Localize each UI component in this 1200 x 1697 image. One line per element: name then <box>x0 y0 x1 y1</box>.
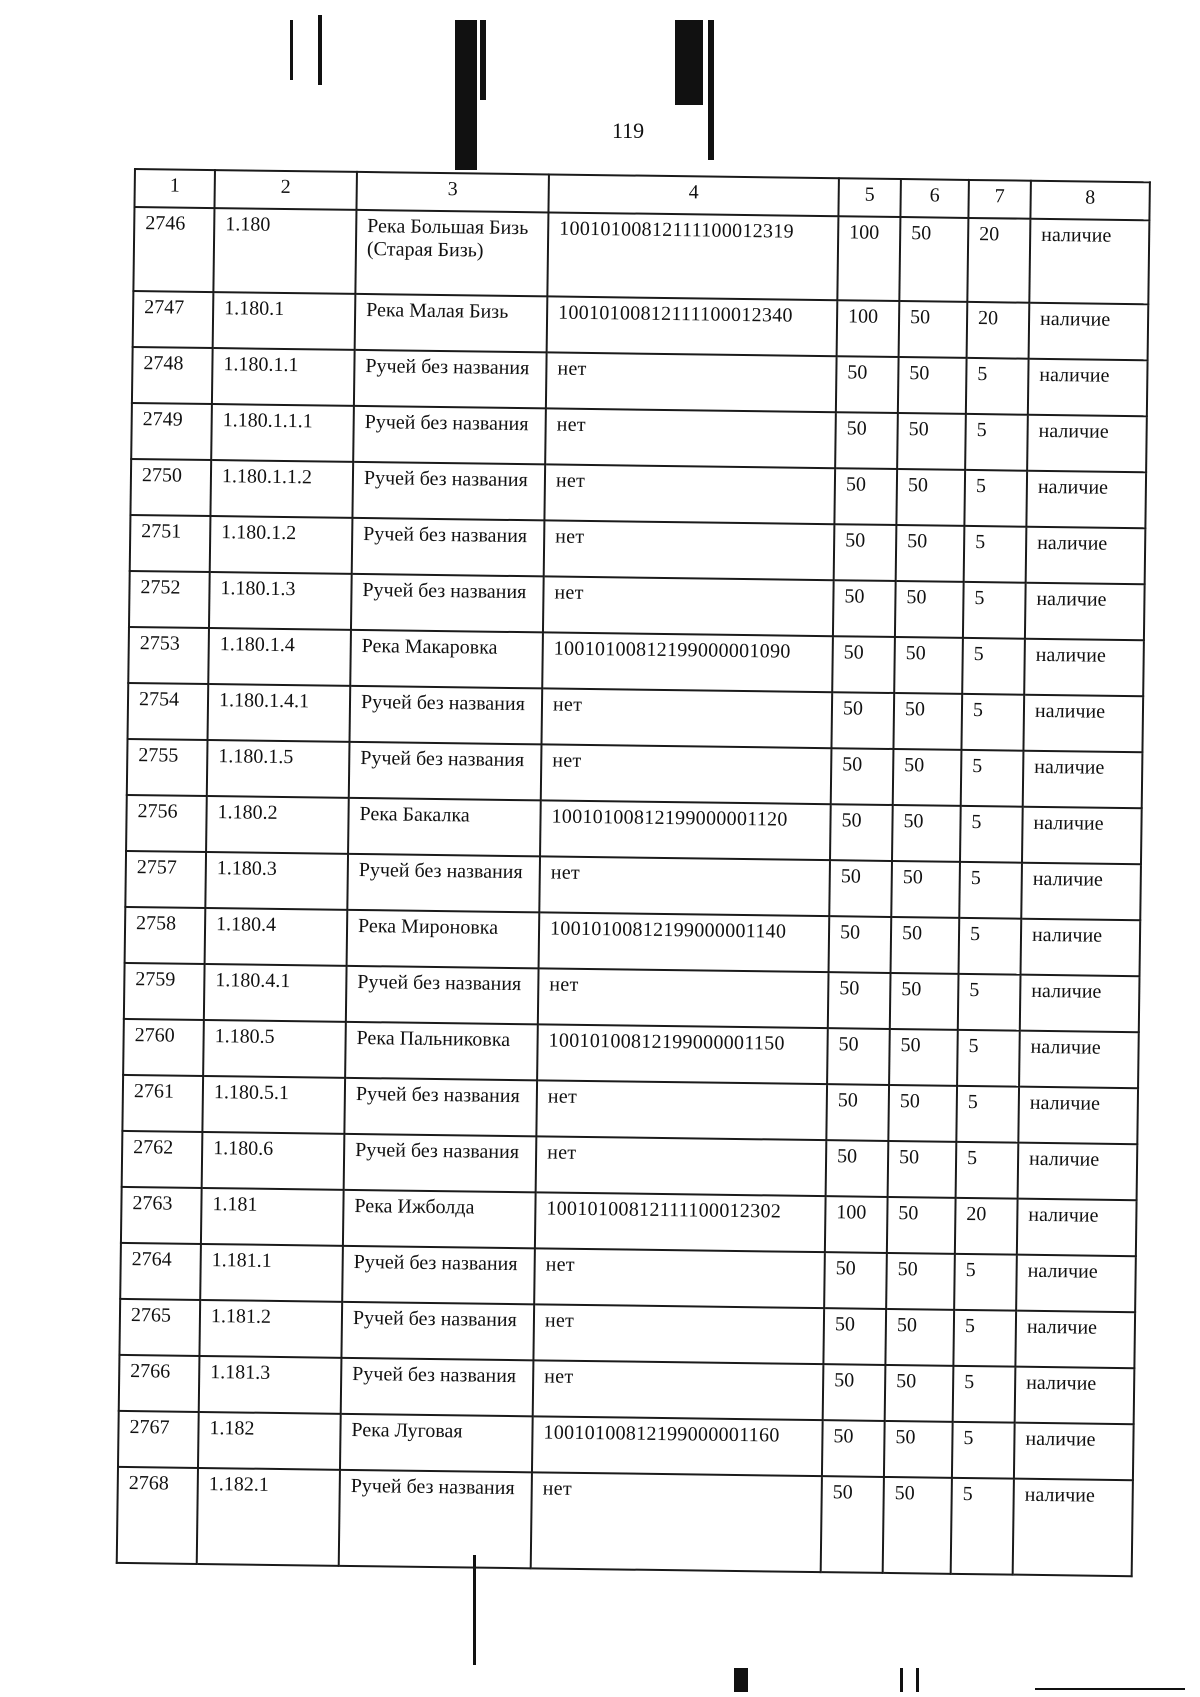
value-col7-cell: 5 <box>959 918 1022 975</box>
status-cell: наличие <box>1018 1087 1138 1145</box>
row-number-cell: 2749 <box>131 403 212 460</box>
row-number-cell: 2767 <box>118 1411 199 1468</box>
value-col7-cell: 5 <box>965 414 1028 471</box>
scan-artifact-top <box>455 20 477 170</box>
value-col6-cell: 50 <box>896 469 965 526</box>
value-col6-cell: 50 <box>889 1029 958 1086</box>
object-name-cell: Ручей без названия <box>341 1302 534 1361</box>
value-col5-cell: 50 <box>829 860 892 917</box>
status-cell: наличие <box>1016 1255 1136 1313</box>
table-row <box>133 207 1149 304</box>
status-cell: наличие <box>1017 1199 1137 1257</box>
object-name-cell: Река Луговая <box>340 1414 533 1473</box>
object-name-cell: Ручей без названия <box>346 966 539 1025</box>
value-col6-cell: 50 <box>897 413 966 470</box>
registry-code-cell: 10010100812199000001160 <box>532 1416 823 1476</box>
registry-code-cell: нет <box>544 520 835 580</box>
registry-code-cell: нет <box>536 1080 827 1140</box>
object-name-cell: Ручей без названия <box>350 686 543 745</box>
row-number-cell: 2746 <box>133 207 214 292</box>
value-col6-cell: 50 <box>894 637 963 694</box>
object-code-cell: 1.180.6 <box>202 1132 345 1190</box>
value-col6-cell: 50 <box>887 1197 956 1254</box>
column-header: 8 <box>1030 181 1149 221</box>
value-col6-cell: 50 <box>888 1141 957 1198</box>
value-col6-cell: 50 <box>892 805 961 862</box>
table-body <box>117 207 1150 1576</box>
status-cell: наличие <box>1023 751 1143 809</box>
value-col5-cell: 50 <box>830 804 893 861</box>
row-number-cell: 2751 <box>130 515 211 572</box>
registry-code-cell: нет <box>533 1360 824 1420</box>
registry-code-cell: нет <box>534 1248 825 1308</box>
value-col6-cell: 50 <box>885 1309 954 1366</box>
table-row <box>117 1467 1133 1576</box>
value-col6-cell: 50 <box>888 1085 957 1142</box>
status-cell: наличие <box>1023 695 1143 753</box>
scan-artifact-bottom <box>734 1668 748 1692</box>
object-name-cell: Река Мироновка <box>347 910 540 969</box>
value-col5-cell: 50 <box>836 356 899 413</box>
row-number-cell: 2747 <box>133 291 214 348</box>
value-col6-cell: 50 <box>885 1365 954 1422</box>
object-code-cell: 1.180.1.4.1 <box>208 684 351 742</box>
status-cell: наличие <box>1018 1143 1138 1201</box>
value-col6-cell: 50 <box>898 357 967 414</box>
scan-artifact-top <box>480 20 486 100</box>
value-col5-cell: 50 <box>833 580 896 637</box>
value-col5-cell: 50 <box>831 748 894 805</box>
object-name-cell: Ручей без названия <box>352 518 545 577</box>
scan-artifact-top <box>708 20 714 160</box>
registry-code-cell: 10010100812111100012302 <box>535 1192 826 1252</box>
value-col6-cell: 50 <box>893 693 962 750</box>
scan-artifact-bottom <box>900 1668 903 1692</box>
object-code-cell: 1.180.1.1.2 <box>210 460 353 518</box>
object-code-cell: 1.182.1 <box>197 1468 340 1566</box>
object-name-cell: Ручей без названия <box>351 574 544 633</box>
row-number-cell: 2761 <box>122 1075 203 1132</box>
value-col5-cell: 50 <box>828 972 891 1029</box>
row-number-cell: 2750 <box>130 459 211 516</box>
object-code-cell: 1.180.5 <box>203 1020 346 1078</box>
object-name-cell: Ручей без названия <box>341 1358 534 1417</box>
scan-artifact-top <box>290 20 293 80</box>
object-code-cell: 1.180.3 <box>205 852 348 910</box>
value-col5-cell: 100 <box>825 1196 888 1253</box>
object-name-cell: Река Пальниковка <box>345 1022 538 1081</box>
object-name-cell: Река Малая Бизь <box>355 294 548 353</box>
registry-code-cell: 10010100812199000001090 <box>542 632 833 692</box>
status-cell: наличие <box>1013 1479 1133 1577</box>
status-cell: наличие <box>1015 1311 1135 1369</box>
value-col7-cell: 5 <box>961 694 1024 751</box>
value-col5-cell: 50 <box>834 468 897 525</box>
value-col5-cell: 50 <box>831 692 894 749</box>
status-cell: наличие <box>1026 527 1146 585</box>
scan-artifact-bottom <box>473 1555 476 1665</box>
registry-code-cell: нет <box>541 688 832 748</box>
registry-code-cell: нет <box>546 352 837 412</box>
object-code-cell: 1.180.4.1 <box>204 964 347 1022</box>
object-name-cell: Река Бакалка <box>348 798 541 857</box>
row-number-cell: 2748 <box>132 347 213 404</box>
object-code-cell: 1.180.1.4 <box>208 628 351 686</box>
value-col7-cell: 5 <box>956 1086 1019 1143</box>
row-number-cell: 2754 <box>128 683 209 740</box>
value-col6-cell: 50 <box>899 301 968 358</box>
value-col5-cell: 50 <box>827 1028 890 1085</box>
status-cell: наличие <box>1027 415 1147 473</box>
object-name-cell: Ручей без названия <box>344 1078 537 1137</box>
value-col7-cell: 5 <box>960 806 1023 863</box>
value-col7-cell: 5 <box>961 750 1024 807</box>
registry-code-cell: нет <box>531 1472 822 1572</box>
value-col6-cell: 50 <box>891 861 960 918</box>
value-col7-cell: 5 <box>954 1254 1017 1311</box>
value-col6-cell: 50 <box>886 1253 955 1310</box>
status-cell: наличие <box>1015 1367 1135 1425</box>
value-col5-cell: 50 <box>824 1252 887 1309</box>
value-col5-cell: 50 <box>821 1476 884 1573</box>
object-code-cell: 1.180 <box>213 208 356 294</box>
value-col5-cell: 50 <box>826 1084 889 1141</box>
value-col5-cell: 50 <box>823 1308 886 1365</box>
value-col5-cell: 50 <box>822 1420 885 1477</box>
registry-code-cell: нет <box>538 968 829 1028</box>
status-cell: наличие <box>1029 219 1149 305</box>
registry-code-cell: нет <box>545 408 836 468</box>
object-name-cell: Ручей без названия <box>339 1470 532 1569</box>
object-name-cell: Ручей без названия <box>353 406 546 465</box>
row-number-cell: 2763 <box>121 1187 202 1244</box>
status-cell: наличие <box>1014 1423 1134 1481</box>
value-col7-cell: 5 <box>951 1478 1014 1575</box>
row-number-cell: 2768 <box>117 1467 198 1564</box>
object-code-cell: 1.180.1.1 <box>212 348 355 406</box>
status-cell: наличие <box>1029 303 1149 361</box>
registry-code-cell: нет <box>541 744 832 804</box>
object-code-cell: 1.182 <box>198 1412 341 1470</box>
status-cell: наличие <box>1021 863 1141 921</box>
registry-code-cell: нет <box>543 576 834 636</box>
object-name-cell: Река Ижболда <box>343 1190 536 1249</box>
column-header: 4 <box>548 174 838 216</box>
row-number-cell: 2753 <box>128 627 209 684</box>
status-cell: наличие <box>1025 583 1145 641</box>
row-number-cell: 2764 <box>120 1243 201 1300</box>
scan-artifact-bottom <box>916 1668 919 1692</box>
object-code-cell: 1.180.4 <box>205 908 348 966</box>
value-col7-cell: 5 <box>959 862 1022 919</box>
registry-code-cell: нет <box>536 1136 827 1196</box>
value-col7-cell: 5 <box>964 526 1027 583</box>
value-col7-cell: 5 <box>963 582 1026 639</box>
registry-code-cell: 10010100812199000001120 <box>540 800 831 860</box>
scan-artifact-bottom <box>1035 1688 1185 1690</box>
value-col5-cell: 50 <box>823 1364 886 1421</box>
status-cell: наличие <box>1020 975 1140 1033</box>
value-col5-cell: 100 <box>837 216 900 301</box>
registry-code-cell: нет <box>544 464 835 524</box>
row-number-cell: 2752 <box>129 571 210 628</box>
value-col7-cell: 5 <box>953 1310 1016 1367</box>
object-name-cell: Ручей без названия <box>342 1246 535 1305</box>
value-col5-cell: 50 <box>834 524 897 581</box>
value-col7-cell: 20 <box>967 302 1030 359</box>
column-header: 2 <box>214 170 356 210</box>
value-col6-cell: 50 <box>891 917 960 974</box>
value-col7-cell: 5 <box>953 1366 1016 1423</box>
object-name-cell: Ручей без названия <box>349 742 542 801</box>
status-cell: наличие <box>1028 359 1148 417</box>
value-col6-cell: 50 <box>895 581 964 638</box>
value-col6-cell: 50 <box>896 525 965 582</box>
object-name-cell: Ручей без названия <box>354 350 547 409</box>
status-cell: наличие <box>1022 807 1142 865</box>
registry-code-cell: 10010100812199000001140 <box>539 912 830 972</box>
object-code-cell: 1.180.1.3 <box>209 572 352 630</box>
value-col6-cell: 50 <box>890 973 959 1030</box>
row-number-cell: 2766 <box>119 1355 200 1412</box>
page-number: 119 <box>612 118 645 143</box>
data-table <box>116 168 1151 1577</box>
value-col6-cell: 50 <box>883 1477 952 1574</box>
value-col6-cell: 50 <box>884 1421 953 1478</box>
value-col7-cell: 5 <box>964 470 1027 527</box>
object-code-cell: 1.180.2 <box>206 796 349 854</box>
value-col7-cell: 5 <box>958 974 1021 1031</box>
value-col6-cell: 50 <box>893 749 962 806</box>
object-code-cell: 1.180.1.5 <box>207 740 350 798</box>
object-name-cell: Река Макаровка <box>350 630 543 689</box>
registry-code-cell: 10010100812111100012340 <box>547 296 838 356</box>
row-number-cell: 2758 <box>125 907 206 964</box>
object-name-cell: Ручей без названия <box>344 1134 537 1193</box>
status-cell: наличие <box>1024 639 1144 697</box>
registry-code-cell: 10010100812199000001150 <box>537 1024 828 1084</box>
row-number-cell: 2759 <box>124 963 205 1020</box>
object-code-cell: 1.181.3 <box>199 1356 342 1414</box>
row-number-cell: 2755 <box>127 739 208 796</box>
object-code-cell: 1.181.2 <box>199 1300 342 1358</box>
status-cell: наличие <box>1019 1031 1139 1089</box>
object-code-cell: 1.180.5.1 <box>202 1076 345 1134</box>
status-cell: наличие <box>1026 471 1146 529</box>
value-col7-cell: 20 <box>955 1198 1018 1255</box>
value-col5-cell: 50 <box>826 1140 889 1197</box>
value-col7-cell: 5 <box>962 638 1025 695</box>
value-col5-cell: 50 <box>835 412 898 469</box>
object-name-cell: Река Большая Бизь (Старая Бизь) <box>355 210 548 297</box>
value-col6-cell: 50 <box>899 217 968 302</box>
row-number-cell: 2760 <box>123 1019 204 1076</box>
value-col7-cell: 5 <box>957 1030 1020 1087</box>
object-name-cell: Ручей без названия <box>352 462 545 521</box>
object-code-cell: 1.180.1.2 <box>210 516 353 574</box>
registry-code-cell: 10010100812111100012319 <box>547 212 838 300</box>
scan-artifact-top <box>675 20 703 105</box>
scan-artifact-top <box>318 15 322 85</box>
table-container <box>116 168 1151 1577</box>
status-cell: наличие <box>1021 919 1141 977</box>
value-col5-cell: 50 <box>829 916 892 973</box>
registry-code-cell: нет <box>539 856 830 916</box>
object-code-cell: 1.181.1 <box>200 1244 343 1302</box>
object-code-cell: 1.181 <box>201 1188 344 1246</box>
object-name-cell: Ручей без названия <box>347 854 540 913</box>
column-header: 3 <box>356 172 548 213</box>
value-col7-cell: 5 <box>966 358 1029 415</box>
row-number-cell: 2765 <box>119 1299 200 1356</box>
column-header: 6 <box>900 179 968 218</box>
value-col7-cell: 20 <box>967 218 1030 303</box>
value-col5-cell: 100 <box>837 300 900 357</box>
value-col7-cell: 5 <box>952 1422 1015 1479</box>
object-code-cell: 1.180.1 <box>213 292 356 350</box>
column-header: 5 <box>838 178 900 217</box>
row-number-cell: 2762 <box>122 1131 203 1188</box>
registry-code-cell: нет <box>533 1304 824 1364</box>
row-number-cell: 2756 <box>126 795 207 852</box>
value-col5-cell: 50 <box>832 636 895 693</box>
column-header: 7 <box>968 180 1030 219</box>
column-header: 1 <box>134 169 214 208</box>
value-col7-cell: 5 <box>956 1142 1019 1199</box>
object-code-cell: 1.180.1.1.1 <box>211 404 354 462</box>
row-number-cell: 2757 <box>125 851 206 908</box>
